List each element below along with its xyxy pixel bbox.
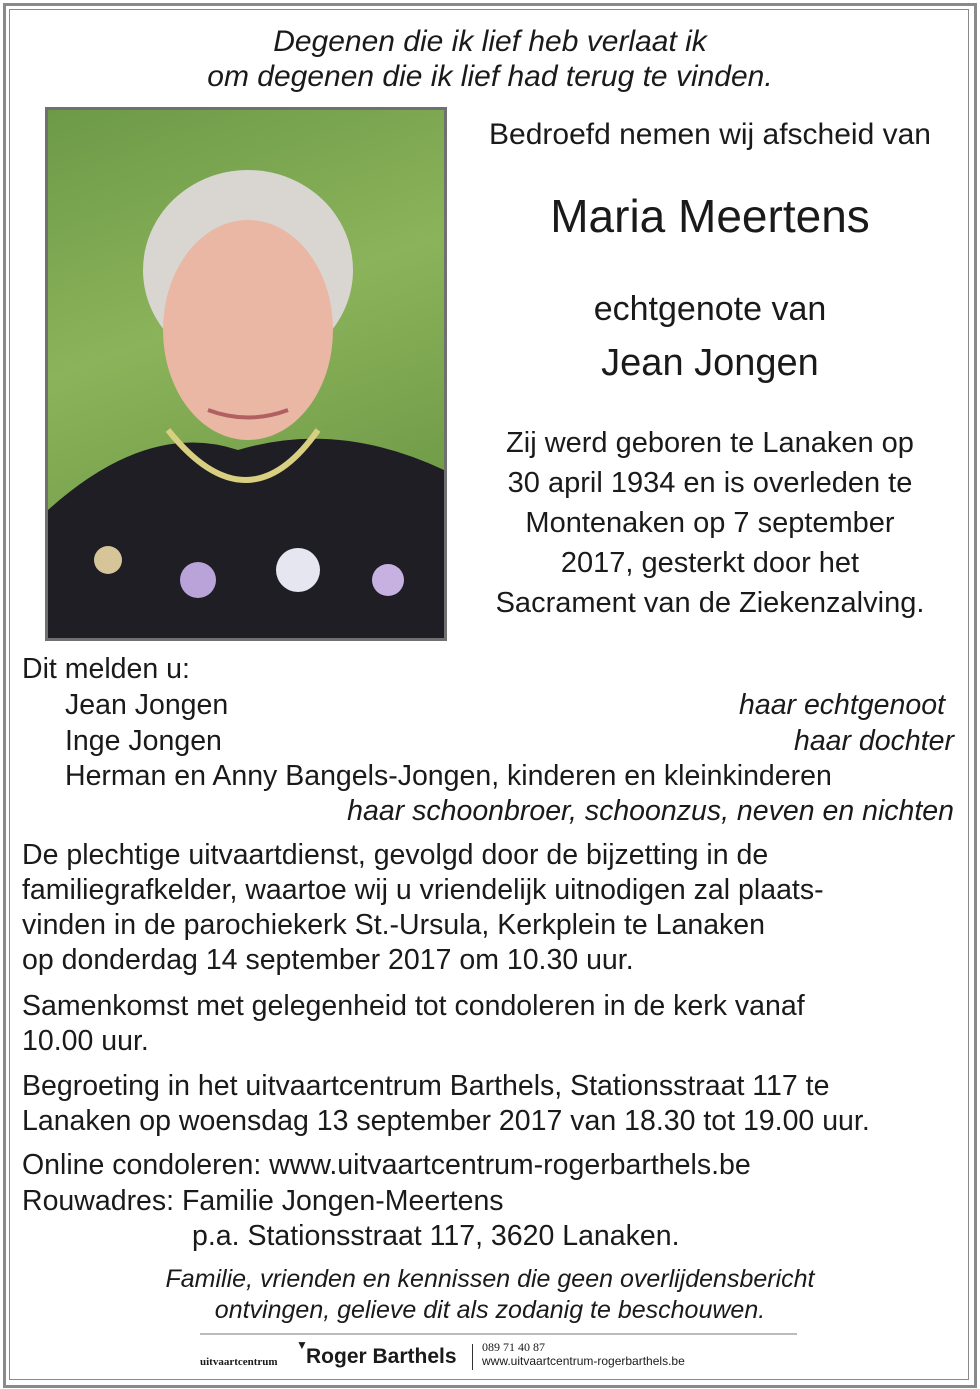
- deceased-name: Maria Meertens: [550, 190, 870, 242]
- family-member-name: Inge Jongen: [65, 725, 222, 757]
- family-relation: haar dochter: [793, 725, 954, 757]
- quote-line: om degenen die ik lief had terug te vinden.: [207, 60, 773, 93]
- logo-brand: Roger Barthels: [306, 1345, 457, 1368]
- bio-line: 2017, gesterkt door het: [560, 547, 860, 579]
- quote: [0, 24, 980, 94]
- greeting-info: [22, 1069, 870, 1139]
- triangle-icon: ▼: [296, 1338, 308, 1352]
- service-line: op donderdag 14 september 2017 om 10.30 uur.: [22, 944, 634, 976]
- service-line: familiegrafkelder, waartoe wij u vriendelijk uitnodigen zal plaats-: [22, 874, 824, 906]
- bio-line: 30 april 1934 en is overleden te: [507, 467, 913, 499]
- service-line: De plechtige uitvaartdienst, gevolgd door de bijzetting in de: [22, 839, 769, 871]
- closing-note: [0, 1264, 980, 1326]
- spouse-label: echtgenote van: [593, 290, 827, 328]
- intro-text: Bedroefd nemen wij afscheid van: [489, 118, 931, 151]
- online-condolence: Online condoleren: www.uitvaartcentrum-rogerbarthels.be: [22, 1149, 751, 1181]
- bio-line: Zij werd geboren te Lanaken op: [506, 427, 914, 459]
- footer-phone: 089 71 40 87: [482, 1340, 545, 1354]
- family-relation: haar echtgenoot: [739, 689, 945, 721]
- greeting-line: Lanaken op woensdag 13 september 2017 van 18.30 tot 19.00 uur.: [22, 1105, 870, 1137]
- closing-line: ontvingen, gelieve dit als zodanig te beschouwen.: [214, 1296, 766, 1324]
- closing-line: Familie, vrienden en kennissen die geen overlijdensbericht: [165, 1265, 815, 1293]
- biography: [460, 423, 960, 623]
- family-relation: haar schoonbroer, schoonzus, neven en nichten: [347, 795, 954, 827]
- portrait-photo: [45, 107, 447, 641]
- service-line: vinden in de parochiekerk St.-Ursula, Kerkplein te Lanaken: [22, 909, 766, 941]
- footer-divider: [200, 1333, 797, 1335]
- logo-prefix: uitvaartcentrum: [200, 1356, 278, 1368]
- gathering-line: Samenkomst met gelegenheid tot condoleren in de kerk vanaf: [22, 990, 805, 1022]
- bio-line: Sacrament van de Ziekenzalving.: [495, 587, 925, 619]
- announce-label: Dit melden u:: [22, 653, 190, 685]
- funeral-home-logo: [200, 1340, 800, 1376]
- family-member-name: Herman en Anny Bangels-Jongen, kinderen en kleinkinderen: [65, 760, 832, 792]
- bio-line: Montenaken op 7 september: [525, 507, 895, 539]
- footer-website: www.uitvaartcentrum-rogerbarthels.be: [482, 1354, 685, 1368]
- mourning-address: p.a. Stationsstraat 117, 3620 Lanaken.: [192, 1220, 680, 1252]
- spouse-name: Jean Jongen: [601, 342, 819, 384]
- gathering-info: [22, 989, 805, 1059]
- logo-divider: [472, 1344, 473, 1370]
- service-info: [22, 838, 824, 978]
- gathering-line: 10.00 uur.: [22, 1025, 149, 1057]
- address-label: Rouwadres: Familie Jongen-Meertens: [22, 1185, 504, 1217]
- greeting-line: Begroeting in het uitvaartcentrum Barthels, Stationsstraat 117 te: [22, 1070, 830, 1102]
- family-member-name: Jean Jongen: [65, 689, 229, 721]
- quote-line: Degenen die ik lief heb verlaat ik: [273, 25, 707, 58]
